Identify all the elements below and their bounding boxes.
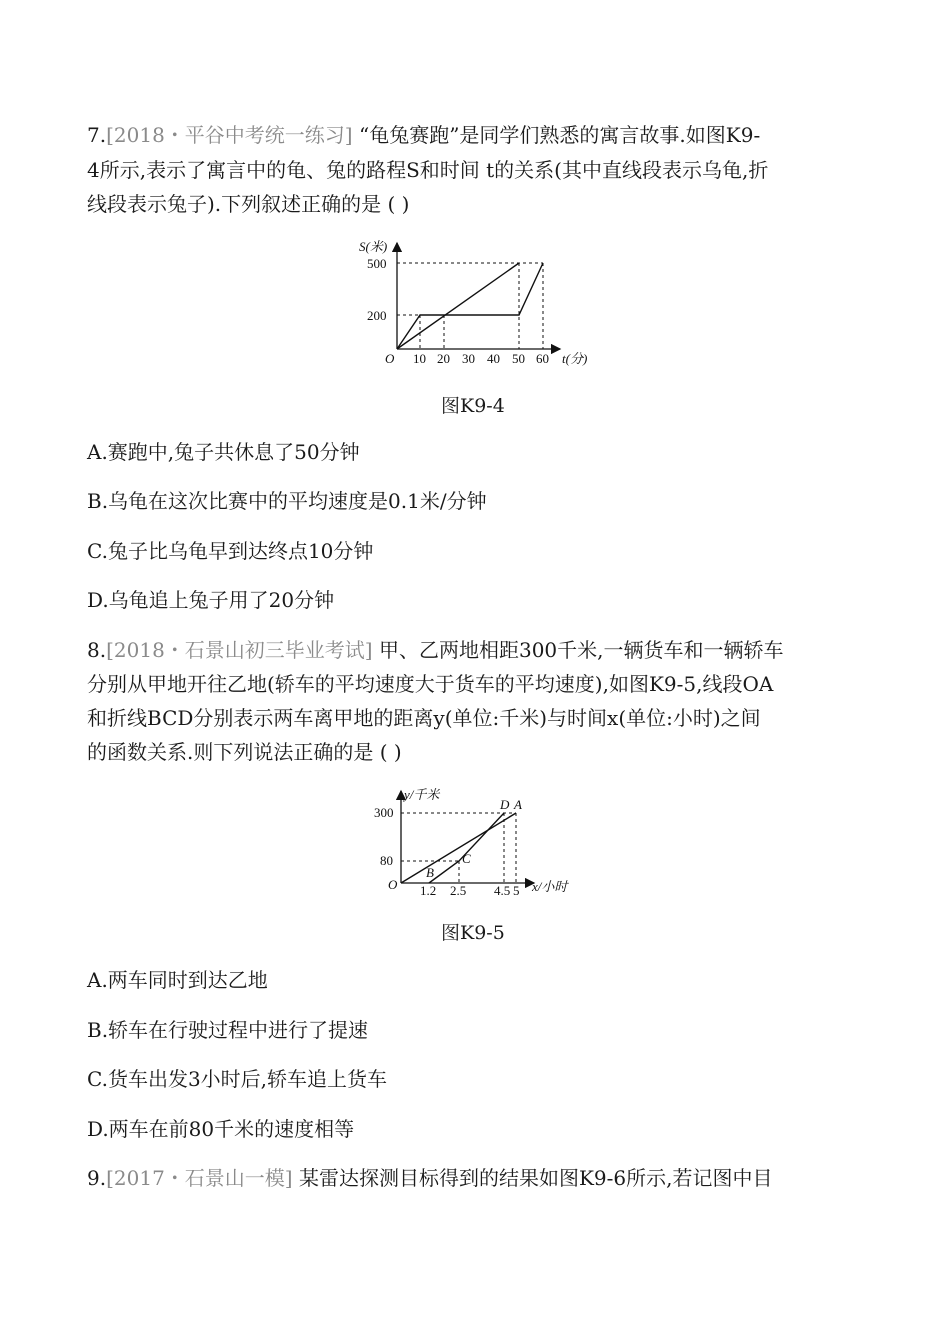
q8-text-1: 甲、乙两地相距300千米,一辆货车和一辆轿车 bbox=[378, 638, 784, 662]
q7-source: [2018・平谷中考统一练习] bbox=[106, 123, 353, 147]
q8-line-1 bbox=[87, 635, 784, 665]
origin-label: O bbox=[385, 351, 395, 366]
q9-source: [2017・石景山一模] bbox=[106, 1166, 293, 1190]
q7-option-b: B.乌龟在这次比赛中的平均速度是0.1米/分钟 bbox=[87, 489, 487, 513]
origin-label: O bbox=[388, 877, 398, 892]
figure-k9-4 bbox=[355, 235, 605, 375]
x-axis-label: t(分) bbox=[562, 351, 588, 366]
x-tick-40: 40 bbox=[487, 351, 500, 366]
x-tick-1-2: 1.2 bbox=[420, 883, 437, 898]
x-tick-10: 10 bbox=[413, 351, 426, 366]
q7-option-d: D.乌龟追上兔子用了20分钟 bbox=[87, 588, 335, 612]
caption-k9-5: 图K9-5 bbox=[441, 922, 505, 944]
q8-line-2: 分别从甲地开往乙地(轿车的平均速度大于货车的平均速度),如图K9-5,线段OA bbox=[87, 672, 774, 696]
point-a-label: A bbox=[514, 797, 522, 812]
caption-k9-4: 图K9-4 bbox=[441, 395, 505, 417]
q7-option-a: A.赛跑中,兔子共休息了50分钟 bbox=[87, 440, 360, 464]
x-tick-5: 5 bbox=[513, 883, 520, 898]
q9-text-1: 某雷达探测目标得到的结果如图K9-6所示,若记图中目 bbox=[298, 1166, 773, 1190]
figure-k9-5 bbox=[368, 785, 578, 900]
y-tick-200: 200 bbox=[367, 308, 387, 323]
q8-option-a: A.两车同时到达乙地 bbox=[87, 968, 268, 992]
x-tick-50: 50 bbox=[512, 351, 525, 366]
q7-line-2: 4所示,表示了寓言中的龟、兔的路程S和时间 t的关系(其中直线段表示乌龟,折 bbox=[87, 158, 769, 182]
q8-source: [2018・石景山初三毕业考试] bbox=[106, 638, 373, 662]
q7-option-c: C.兔子比乌龟早到达终点10分钟 bbox=[87, 539, 374, 563]
q8-option-d: D.两车在前80千米的速度相等 bbox=[87, 1117, 355, 1141]
q9-line-1 bbox=[87, 1163, 772, 1193]
y-tick-500: 500 bbox=[367, 256, 387, 271]
x-tick-2-5: 2.5 bbox=[450, 883, 467, 898]
q8-number: 8. bbox=[87, 638, 107, 662]
y-axis-label: S(米) bbox=[359, 239, 388, 254]
y-axis-label: y/千米 bbox=[404, 787, 440, 802]
q7-line-3: 线段表示兔子).下列叙述正确的是 ( ) bbox=[87, 192, 410, 216]
x-tick-30: 30 bbox=[462, 351, 475, 366]
q7-number: 7. bbox=[87, 123, 107, 147]
rabbit-line bbox=[397, 263, 543, 349]
point-c-label: C bbox=[462, 851, 471, 866]
y-tick-300: 300 bbox=[374, 805, 394, 820]
q8-option-b: B.轿车在行驶过程中进行了提速 bbox=[87, 1018, 369, 1042]
x-tick-4-5: 4.5 bbox=[494, 883, 511, 898]
line-oa bbox=[401, 813, 516, 883]
q7-text-1: “龟兔赛跑”是同学们熟悉的寓言故事.如图K9- bbox=[358, 123, 761, 147]
q9-number: 9. bbox=[87, 1166, 107, 1190]
q7-line-1 bbox=[87, 120, 760, 150]
x-tick-20: 20 bbox=[437, 351, 450, 366]
polyline-bcd bbox=[429, 813, 504, 883]
point-d-label: D bbox=[500, 797, 510, 812]
y-tick-80: 80 bbox=[380, 853, 393, 868]
x-tick-60: 60 bbox=[536, 351, 549, 366]
q8-line-4: 的函数关系.则下列说法正确的是 ( ) bbox=[87, 740, 402, 764]
x-axis-label: x/小时 bbox=[532, 879, 568, 894]
point-b-label: B bbox=[426, 865, 434, 880]
tortoise-line bbox=[397, 263, 519, 349]
q8-line-3: 和折线BCD分别表示两车离甲地的距离y(单位:千米)与时间x(单位:小时)之间 bbox=[87, 706, 761, 730]
q8-option-c: C.货车出发3小时后,轿车追上货车 bbox=[87, 1067, 388, 1091]
